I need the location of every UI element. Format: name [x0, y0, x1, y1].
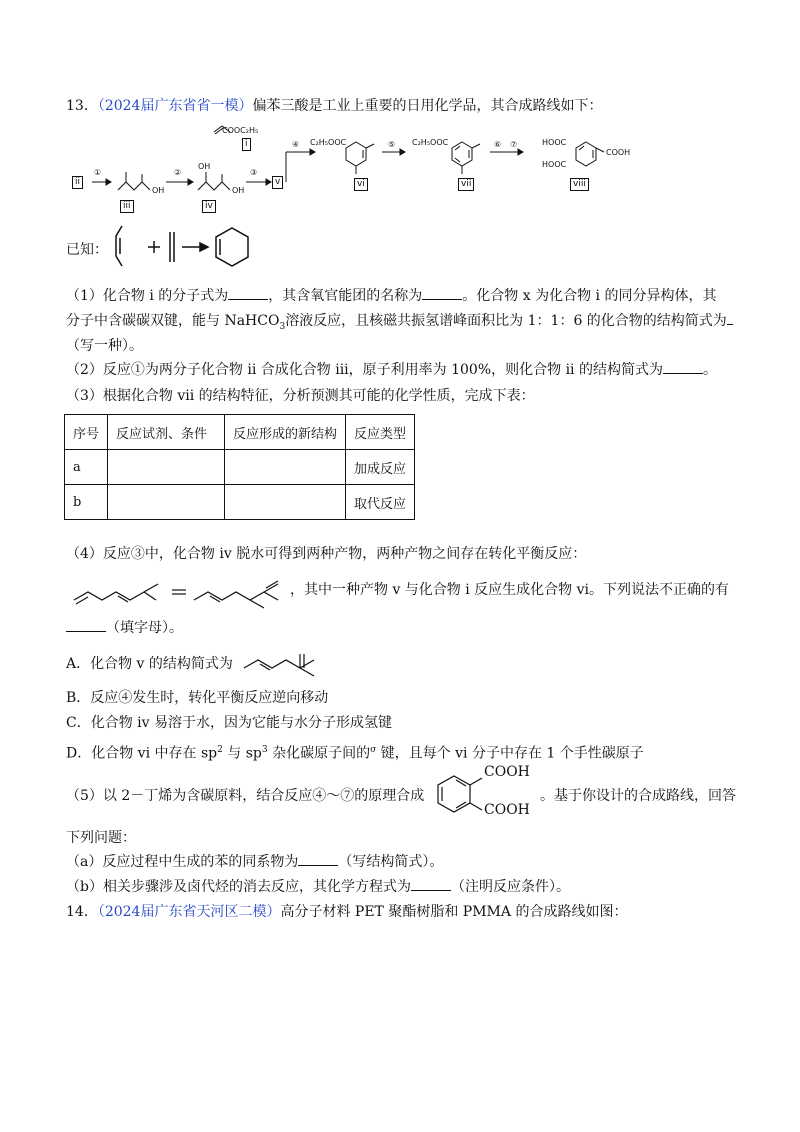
synthesis-scheme [66, 120, 706, 220]
q14-number: 14． [66, 904, 98, 920]
p5-b-text-2: （注明反应条件）。 [450, 879, 570, 895]
opt-d-text-4: 键，且每个 vi 分子中存在 1 个手性碳原子 [376, 745, 644, 762]
table-cell: b [65, 485, 108, 520]
label-ii: ii [72, 176, 83, 189]
answer-blank-4[interactable] [66, 619, 106, 632]
q13-text: 偏苯三酸是工业上重要的日用化学品，其合成路线如下： [252, 98, 603, 114]
q13-part1-line3: （写一种）。 [66, 338, 143, 354]
table-header: 反应类型 [346, 415, 415, 450]
table-cell: 加成反应 [346, 450, 415, 485]
q13-part5-line1: （5）以 2－丁烯为含碳原料，结合反应④～⑦的原理合成 [66, 788, 425, 804]
step-4: ④ [292, 140, 300, 149]
table-header: 反应试剂、条件 [108, 415, 225, 450]
answer-blank-5b[interactable] [411, 878, 451, 891]
p1-text-d-post: 溶液反应，且核磁共振氢谱峰面积比为 1：1：6 的化合物的结构简式为 [285, 313, 727, 329]
diels-alder-drawing [112, 222, 272, 272]
table-row [65, 450, 415, 485]
p2-text-b: 。 [702, 362, 717, 378]
superscript-3: 3 [261, 745, 268, 755]
step-3: ③ [250, 168, 258, 177]
table-cell-answer[interactable] [225, 485, 346, 520]
label-iv: iv [202, 200, 216, 213]
oh-iii: OH [152, 186, 165, 195]
equilibrium-drawing [70, 570, 290, 610]
opt-d-text-2: 与 sp [222, 745, 262, 762]
p5-cooh-top: COOH [484, 764, 530, 780]
table-cell-answer[interactable] [108, 450, 225, 485]
phthalic-acid-structure [430, 764, 490, 824]
q13-part5-line1b: 。基于你设计的合成路线，回答 [540, 788, 736, 804]
step-1: ① [94, 168, 102, 177]
p4-text-c: （填字母）。 [106, 620, 183, 636]
q13-part3: （3）根据化合物 vii 的结构特征，分析预测其可能的化学性质，完成下表： [66, 388, 535, 404]
label-i: i [242, 138, 251, 151]
p1-text-c: 。化合物 x 为化合物 i 的同分异构体，其 [462, 288, 717, 304]
table-cell: a [65, 450, 108, 485]
q13-part4-line3 [66, 618, 183, 638]
table-header: 序号 [65, 415, 108, 450]
q13-source: （2024届广东省省一模） [97, 98, 253, 114]
answer-blank-2[interactable] [663, 361, 703, 374]
viii-cooh-1: HOOC [542, 138, 567, 147]
q13-part1-line2 [66, 311, 733, 337]
step-2: ② [174, 168, 182, 177]
viii-cooh-3: COOH [606, 148, 631, 157]
p5-b-text-1: （b）相关步骤涉及卤代烃的消去反应，其化学方程式为 [66, 879, 411, 895]
p1-text-b: ，其含氧官能团的名称为 [268, 288, 423, 304]
p2-text-a: （2）反应①为两分子化合物 ii 合成化合物 iii，原子利用率为 100%，则化合物 ii 的结构简式为 [66, 362, 663, 378]
q13-part4-line1: （4）反应③中，化合物 iv 脱水可得到两种产物，两种产物之间存在转化平衡反应： [66, 546, 587, 562]
option-a: A．化合物 v 的结构简式为 [66, 656, 233, 672]
vii-ester: C₂H₅OOC [412, 138, 449, 147]
label-iii: iii [120, 200, 134, 213]
step-7: ⑦ [510, 140, 518, 149]
scheme-drawing [66, 120, 706, 220]
label-vi: vi [354, 178, 368, 191]
table-cell: 取代反应 [346, 485, 415, 520]
q13-number: 13． [66, 98, 98, 114]
compound-i-formula: COOC₂H₅ [222, 126, 259, 135]
q13-part5-line2: 下列问题： [66, 830, 136, 846]
q14-header [66, 902, 627, 922]
q13-part1-line1 [66, 286, 716, 306]
opt-d-text-1: D．化合物 vi 中存在 sp [66, 745, 218, 762]
table-cell-answer[interactable] [108, 485, 225, 520]
known-label: 已知： [66, 242, 108, 258]
q13-part5-b [66, 877, 570, 897]
oh-iv-1: OH [198, 162, 211, 171]
p1-text-d-pre: 分子中含碳碳双键，能与 NaHCO [66, 313, 280, 329]
subscript-3: 3 [279, 321, 286, 332]
p5-a-text-1: （a）反应过程中生成的苯的同系物为 [66, 854, 299, 870]
option-b: B．反应④发生时，转化平衡反应逆向移动 [66, 690, 329, 706]
q13-part2 [66, 360, 717, 380]
step-5: ⑤ [388, 140, 396, 149]
table-cell-answer[interactable] [225, 450, 346, 485]
label-vii: vii [458, 178, 474, 191]
table-header: 反应形成的新结构 [225, 415, 346, 450]
reaction-table [64, 414, 415, 520]
viii-cooh-2: HOOC [542, 160, 567, 169]
label-viii: viii [570, 178, 589, 191]
table-row [65, 485, 415, 520]
answer-blank-1c[interactable] [727, 312, 733, 325]
q14-source: （2024届广东省天河区二模） [97, 904, 281, 920]
option-c: C．化合物 iv 易溶于水，因为它能与水分子形成氢键 [66, 715, 392, 731]
q13-part5-a [66, 852, 443, 872]
label-v: v [272, 176, 283, 189]
p1-text-a: （1）化合物 i 的分子式为 [66, 288, 229, 304]
table-header-row [65, 415, 415, 450]
answer-blank-5a[interactable] [298, 853, 338, 866]
answer-blank-1b[interactable] [422, 287, 462, 300]
option-a-structure [240, 646, 330, 680]
p5-cooh-bottom: COOH [484, 802, 530, 818]
opt-d-text-3: 杂化碳原子间的 [267, 745, 371, 762]
answer-blank-1a[interactable] [228, 287, 268, 300]
option-d [66, 740, 644, 764]
step-6: ⑥ [494, 140, 502, 149]
p5-a-text-2: （写结构简式）。 [338, 854, 444, 870]
q13-header [66, 96, 602, 116]
superscript-2: 2 [217, 745, 223, 755]
oh-iv-2: OH [232, 186, 245, 195]
sigma-symbol: σ [370, 745, 377, 755]
vi-ester: C₂H₅OOC [310, 138, 347, 147]
q13-part4-line2: ，其中一种产物 v 与化合物 i 反应生成化合物 vi。下列说法不正确的有 [290, 582, 730, 598]
q14-text: 高分子材料 PET 聚酯树脂和 PMMA 的合成路线如图： [280, 904, 628, 920]
